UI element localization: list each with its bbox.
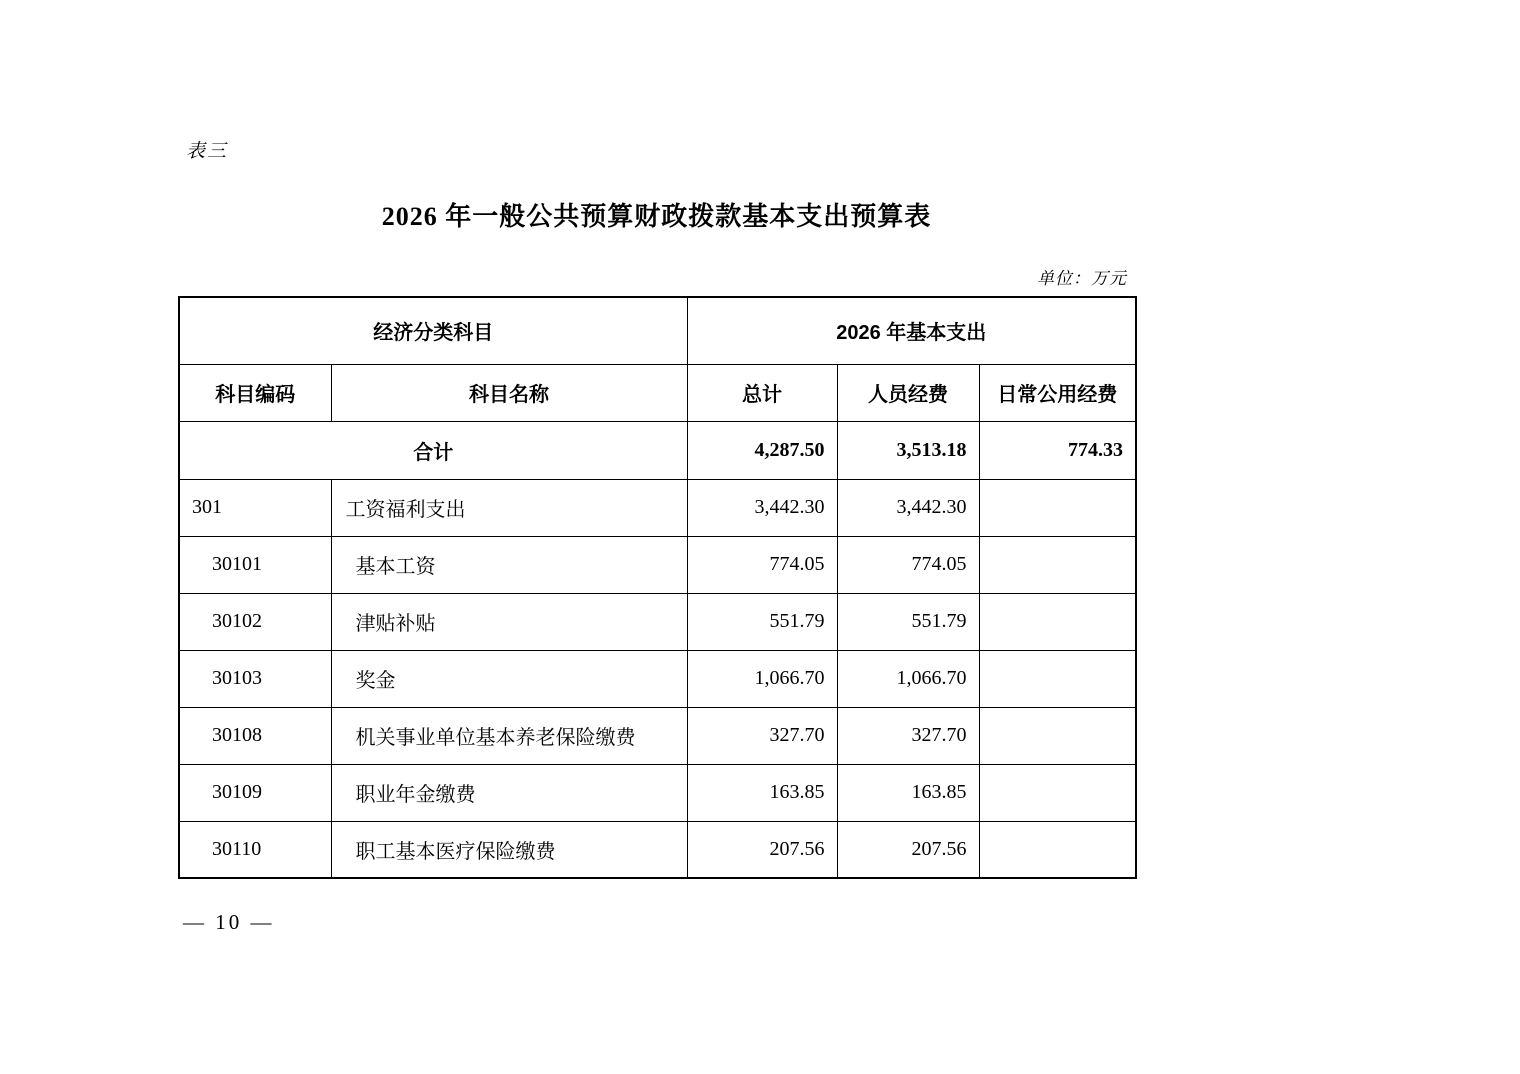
page-number: — 10 — [183,910,275,934]
table-total-row [179,421,1136,479]
cell-code: 30103 [179,650,331,707]
cell-code: 30110 [179,821,331,878]
cell-name: 奖金 [331,650,687,707]
header-basic-expenditure-2026: 2026 年基本支出 [687,297,1136,364]
col-header-personnel: 人员经费 [837,364,979,421]
cell-daily-public [979,479,1136,536]
cell-total: 4,287.50 [687,421,837,479]
cell-daily-public [979,764,1136,821]
table-row [179,650,1136,707]
cell-name: 基本工资 [331,536,687,593]
cell-daily-public [979,707,1136,764]
cell-code: 30109 [179,764,331,821]
unit-note: 单位：万元 [1037,269,1127,288]
cell-daily-public: 774.33 [979,421,1136,479]
table-row [179,536,1136,593]
cell-code: 30108 [179,707,331,764]
cell-name: 津贴补贴 [331,593,687,650]
cell-personnel: 1,066.70 [837,650,979,707]
cell-total: 1,066.70 [687,650,837,707]
cell-code: 30102 [179,593,331,650]
page-title: 2026 年一般公共预算财政拨款基本支出预算表 [381,202,932,231]
cell-code: 301 [179,479,331,536]
header-economic-classification: 经济分类科目 [179,297,687,364]
cell-personnel: 551.79 [837,593,979,650]
cell-total: 551.79 [687,593,837,650]
cell-total: 163.85 [687,764,837,821]
cell-personnel: 774.05 [837,536,979,593]
table-group-header-row [179,297,1136,364]
col-header-name: 科目名称 [331,364,687,421]
cell-daily-public [979,821,1136,878]
cell-daily-public [979,593,1136,650]
budget-table [178,296,1137,879]
cell-total: 327.70 [687,707,837,764]
cell-personnel: 3,442.30 [837,479,979,536]
cell-name: 职工基本医疗保险缴费 [331,821,687,878]
table-column-header-row [179,364,1136,421]
table-label: 表三 [186,141,229,162]
col-header-total: 总计 [687,364,837,421]
cell-personnel: 207.56 [837,821,979,878]
cell-personnel: 163.85 [837,764,979,821]
total-row-label: 合计 [179,421,687,479]
cell-total: 3,442.30 [687,479,837,536]
table-row [179,821,1136,878]
cell-total: 774.05 [687,536,837,593]
col-header-daily-public: 日常公用经费 [979,364,1136,421]
cell-code: 30101 [179,536,331,593]
cell-name: 职业年金缴费 [331,764,687,821]
cell-daily-public [979,536,1136,593]
cell-name: 工资福利支出 [331,479,687,536]
cell-personnel: 327.70 [837,707,979,764]
table-row [179,593,1136,650]
table-row [179,479,1136,536]
table-row [179,764,1136,821]
cell-total: 207.56 [687,821,837,878]
cell-daily-public [979,650,1136,707]
cell-personnel: 3,513.18 [837,421,979,479]
col-header-code: 科目编码 [179,364,331,421]
cell-name: 机关事业单位基本养老保险缴费 [331,707,687,764]
table-row [179,707,1136,764]
